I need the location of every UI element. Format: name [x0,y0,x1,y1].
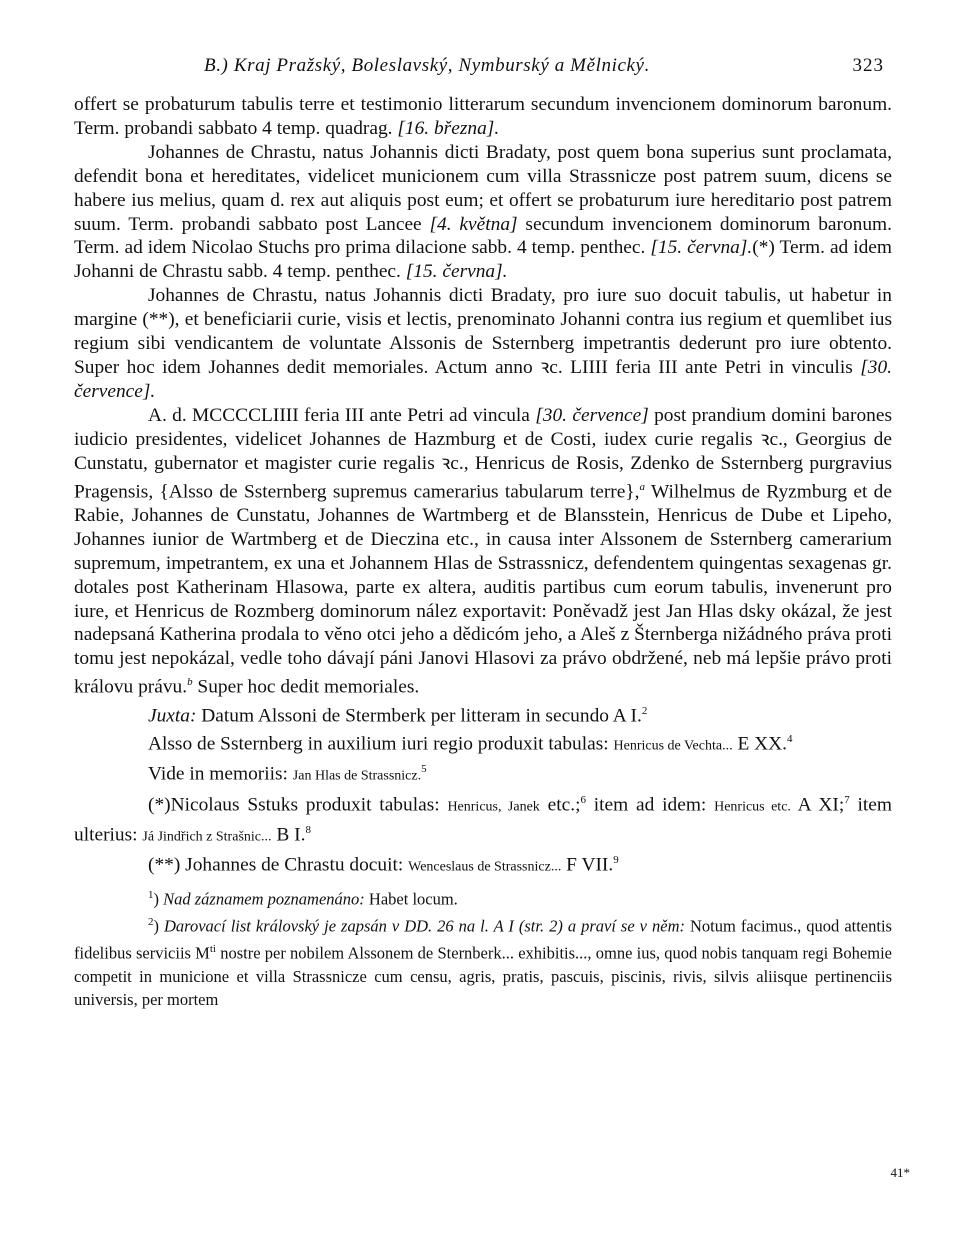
text-run: offert se probaturum tabulis terre et testimonio litterarum secundum invencionem dominorum baronum. Term. probandi sabbato 4 temp. quadrag. [74,94,892,139]
text-run: (*) Term. ad idem Johanni de Chrastu sabb. 4 temp. penthec. [74,237,892,283]
text-run: (*)Nicolaus Sstuks produxit tabulas: [148,794,448,816]
text-run: A. d. MCCCCLIIII feria III ante Petri ad vincula [148,404,536,426]
page-number: 323 [852,55,884,76]
footnote-label: Nad záznamem poznamenáno: [163,889,365,909]
footnote-1: $^1$) Nad záznamem poznamenáno: Habet locum. [148,888,458,909]
paragraph-1 [74,93,892,141]
footnote-ref: 5 [421,763,427,776]
date-note: [15. června]. [405,261,508,283]
footnote-ref: 9 [613,854,619,867]
footnote-ref: 7 [844,793,850,806]
text-run: (**) Johannes de Chrastu docuit: [148,854,409,876]
margin-note-alsso [74,728,892,758]
note-label: Juxta: [148,705,197,727]
text-run: B I. [271,824,306,846]
small-text: Henricus etc. [714,799,791,815]
footnote-ref: 2 [641,704,648,717]
date-note: [4. května] [429,213,518,235]
footnotes [74,884,892,1012]
text-run: Super hoc dedit memoriales. [192,676,420,698]
text-run: E XX. [732,733,787,755]
text-run: nostre per nobilem Alssonem de Sternberk... exhibitis..., omne ius, quod nobis tanquam regi Bohemie competit in municione et villa Strassnicze cum censu, agris, pratis, pascuis, piscinis, rivis, silvis aliisque pertinenciis universis, per mortem [74,943,892,1010]
signature-mark: 41* [890,1165,910,1180]
text-run: F VII. [561,854,614,876]
footnote-number: 2 [148,915,154,928]
footnote-ref: 4 [787,732,793,745]
date-note: [15. června]. [650,237,753,259]
footnote-label: Darovací list královský je zapsán v DD. 26 na l. A I (str. 2) a praví se v něm: [164,916,685,936]
text-run: etc.; [539,794,581,816]
margin-note-juxta [74,700,892,728]
text-run: secundum invencionem dominorum baronum. Term. ad idem Nicolao Stuchs pro prima dilacione sabb. 4 temp. penthec. [74,213,892,259]
date-note: [30. července] [535,404,649,426]
running-title: B.) Kraj Pražský, Boleslavský, Nymburský a Mělnický. [204,55,650,76]
text-run: Habet locum. [364,889,458,909]
text-run: Wilhelmus de Ryzmburg et de Rabie, Johannes de Cunstatu, Johannes de Wartmberg et de Blansstein, Henricus de Dube et Lipeho, Johannes iunior de Wartmberg et de Dieczina etc., in causa inter Alssonem de Ssternberg camerarium supremum, impetrantem, ex una et Johannem Hlas de Sstrassnicz, defendentem quingentas sexagenas gr. dotales post Katherinam Hlasowa, parte ex altera, auditis partibus cum eorum tabulis, invenerunt pro iure, et Henricus de Rozmberg dominorum nález exportavit: Poněvadž jest Jan Hlas dsky okázal, že jest nadepsaná Katherina prodala to věno otci jeho a dědicóm jeho, a Aleš z Šternberga nižádného práva proti tomu jest nepokázal, vedle toho dávají páni Janovi Hlasovi za právo obdržené, neb má lepšie právo proti královu právu. [74,480,892,698]
small-text: Henricus de Vechta... [613,738,733,754]
small-text: Henricus, Janek [447,799,540,815]
footnote-marker: a [639,480,646,493]
main-text [74,93,892,1012]
small-text: Jan Hlas de Strassnicz. [292,768,422,784]
text-run: Notum facimus., quod attentis fidelibus serviciis M [74,916,892,963]
running-head [74,55,892,81]
footnote-ref: 8 [305,824,311,837]
superscript: ti [209,942,216,955]
footnote-2: $^2$) Darovací list královský je zapsán v DD. 26 na l. A I (str. 2) a praví se v něm: Notum facimus., quod attentis fidelibus serviciis $M^{ti}$ nostre per nobilem Alssonem de Sternberk... exhibitis..., omne ius, quod nobis tanquam regi Bohemie competit in municione et villa Strassnicze cum censu, agris, pratis, pascuis, piscinis, rivis, silvis aliisque pertinenciis universis, per mortem [74,915,892,1010]
text-run: Datum Alssoni de Stermberk per litteram in secundo A I. [196,705,642,727]
date-note: [16. března]. [397,117,500,139]
text-run: Johannes de Chrastu, natus Johannis dicti Bradaty, post quem bona superius sunt proclamata, defendit bona et hereditates, videlicet municionem cum villa Strassnicze post patrem suum, dicens se habere ius melius, quam d. rex aut aliquis post eum; et offert se probaturum iure hereditario post patrem suum. Term. probandi sabbato post Lancee [74,141,892,235]
text-run: Vide in memoriis: [148,763,293,785]
footnote-number: 1 [148,888,154,901]
footnote-marker: b [187,676,193,689]
paragraph-4 [74,404,892,700]
small-text: Wenceslaus de Strassnicz... [408,859,562,875]
date-note: [30. července]. [74,356,892,402]
text-run: item ad idem: [585,794,715,816]
small-text: Já Jindřich z Strašnic... [142,829,272,845]
paragraph-3 [74,284,892,404]
margin-note-vide [74,758,892,788]
footnote-ref: 6 [580,793,586,806]
text-run: post prandium domini barones iudicio presidentes, videlicet Johannes de Hazmburg et de Costi, iudex curie regalis ꝛc., Georgius de Cunstatu, gubernator et magister curie regalis ꝛc., Henricus de Rosis, Zdenko de Ssternberg purgravius Pragensis, {Alsso de Ssternberg supremus camerarius tabularum terre}, [74,404,892,502]
text-run: Alsso de Ssternberg in auxilium iuri regio produxit tabulas: [148,733,614,755]
text-run: A XI; [790,794,845,816]
text-run: item ulterius: [74,794,893,846]
paragraph-2 [74,141,892,284]
text-run: Johannes de Chrastu, natus Johannis dicti Bradaty, pro iure suo docuit tabulis, ut habetur in margine (**), et beneficiarii curie, visis et lectis, prenominato Johanni contra ius regium et quemlibet ius regium sibi vendicantem de voluntate Alssonis de Ssternberg impetrantis dederunt pro iure obtento. Super hoc idem Johannes dedit memoriales. Actum anno ꝛc. LIIII feria III ante Petri in vinculis [74,285,892,378]
margin-note-johannes [74,849,892,879]
margin-note-nicolaus [74,789,892,850]
document-page [74,55,892,1012]
